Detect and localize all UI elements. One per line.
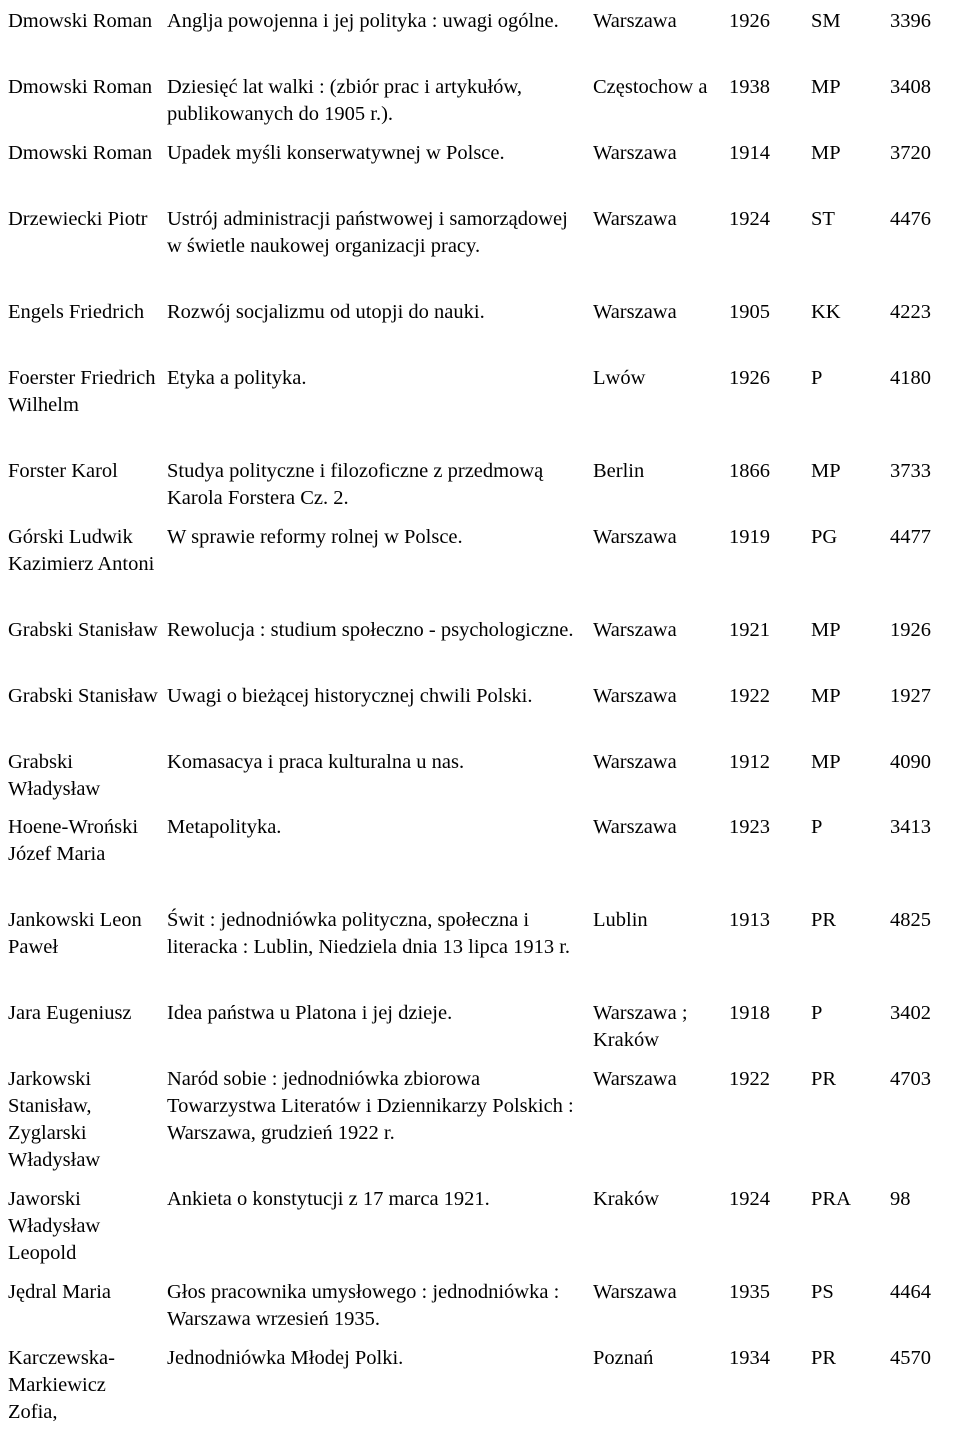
signature-cell: SM <box>811 10 841 32</box>
year-cell: 1926 <box>729 367 770 389</box>
number-cell: 3733 <box>890 460 931 482</box>
author-cell: Grabski Stanisław <box>8 619 158 641</box>
title-cell: Ustrój administracji państwowej i samorządowej w świetle naukowej organizacji pracy. <box>167 208 568 257</box>
title-cell: W sprawie reformy rolnej w Polsce. <box>167 526 463 548</box>
title-cell: Rewolucja : studium społeczno - psychologiczne. <box>167 619 574 641</box>
number-cell: 98 <box>890 1188 911 1210</box>
place-cell: Lwów <box>593 367 646 389</box>
year-cell: 1866 <box>729 460 770 482</box>
signature-cell: MP <box>811 685 841 707</box>
title-cell: Anglja powojenna i jej polityka : uwagi ogólne. <box>167 10 559 32</box>
year-cell: 1912 <box>729 751 770 773</box>
place-cell: Częstochow a <box>593 76 708 98</box>
author-cell: Grabski Władysław <box>8 751 101 800</box>
signature-cell: P <box>811 367 823 389</box>
title-cell: Komasacya i praca kulturalna u nas. <box>167 751 465 773</box>
title-cell: Uwagi o bieżącej historycznej chwili Polski. <box>167 685 533 707</box>
signature-cell: PR <box>811 909 837 931</box>
place-cell: Warszawa <box>593 619 677 641</box>
year-cell: 1914 <box>729 142 770 164</box>
year-cell: 1919 <box>729 526 770 548</box>
signature-cell: MP <box>811 751 841 773</box>
author-cell: Górski Ludwik Kazimierz Antoni <box>8 526 155 575</box>
author-cell: Foerster Friedrich Wilhelm <box>8 367 156 416</box>
year-cell: 1913 <box>729 909 770 931</box>
place-cell: Warszawa <box>593 142 677 164</box>
author-cell: Dmowski Roman <box>8 142 153 164</box>
author-cell: Jarkowski Stanisław, Zyglarski Władysław <box>8 1068 101 1171</box>
number-cell: 3396 <box>890 10 931 32</box>
signature-cell: MP <box>811 76 841 98</box>
place-cell: Warszawa ; Kraków <box>593 1002 688 1051</box>
year-cell: 1935 <box>729 1281 770 1303</box>
signature-cell: PR <box>811 1068 837 1090</box>
title-cell: Metapolityka. <box>167 816 282 838</box>
place-cell: Berlin <box>593 460 645 482</box>
number-cell: 1927 <box>890 685 931 707</box>
title-cell: Idea państwa u Platona i jej dzieje. <box>167 1002 453 1024</box>
title-cell: Naród sobie : jednodniówka zbiorowa Towarzystwa Literatów i Dziennikarzy Polskich : Warszawa, grudzień 1922 r. <box>167 1068 574 1144</box>
author-cell: Dmowski Roman <box>8 10 153 32</box>
number-cell: 4223 <box>890 301 931 323</box>
author-cell: Hoene-Wroński Józef Maria <box>8 816 139 865</box>
title-cell: Dziesięć lat walki : (zbiór prac i artykułów, publikowanych do 1905 r.). <box>167 76 523 125</box>
place-cell: Lublin <box>593 909 648 931</box>
author-cell: Jędral Maria <box>8 1281 112 1303</box>
number-cell: 4570 <box>890 1347 931 1369</box>
place-cell: Warszawa <box>593 526 677 548</box>
signature-cell: ST <box>811 208 835 230</box>
number-cell: 3720 <box>890 142 931 164</box>
number-cell: 3413 <box>890 816 931 838</box>
number-cell: 4477 <box>890 526 931 548</box>
year-cell: 1924 <box>729 1188 770 1210</box>
number-cell: 3408 <box>890 76 931 98</box>
author-cell: Forster Karol <box>8 460 118 482</box>
author-cell: Jara Eugeniusz <box>8 1002 132 1024</box>
signature-cell: KK <box>811 301 841 323</box>
signature-cell: P <box>811 1002 823 1024</box>
place-cell: Warszawa <box>593 685 677 707</box>
author-cell: Grabski Stanisław <box>8 685 158 707</box>
year-cell: 1918 <box>729 1002 770 1024</box>
number-cell: 1926 <box>890 619 931 641</box>
place-cell: Warszawa <box>593 208 677 230</box>
year-cell: 1926 <box>729 10 770 32</box>
year-cell: 1922 <box>729 1068 770 1090</box>
title-cell: Studya polityczne i filozoficzne z przedmową Karola Forstera Cz. 2. <box>167 460 544 509</box>
place-cell: Warszawa <box>593 301 677 323</box>
place-cell: Warszawa <box>593 816 677 838</box>
signature-cell: MP <box>811 142 841 164</box>
number-cell: 4825 <box>890 909 931 931</box>
author-cell: Drzewiecki Piotr <box>8 208 148 230</box>
signature-cell: PR <box>811 1347 837 1369</box>
place-cell: Warszawa <box>593 751 677 773</box>
title-cell: Ankieta o konstytucji z 17 marca 1921. <box>167 1188 490 1210</box>
title-cell: Jednodniówka Młodej Polki. <box>167 1347 404 1369</box>
signature-cell: MP <box>811 619 841 641</box>
place-cell: Warszawa <box>593 1281 677 1303</box>
year-cell: 1924 <box>729 208 770 230</box>
place-cell: Warszawa <box>593 1068 677 1090</box>
place-cell: Kraków <box>593 1188 660 1210</box>
year-cell: 1923 <box>729 816 770 838</box>
author-cell: Engels Friedrich <box>8 301 145 323</box>
place-cell: Poznań <box>593 1347 654 1369</box>
number-cell: 4090 <box>890 751 931 773</box>
number-cell: 4180 <box>890 367 931 389</box>
signature-cell: P <box>811 816 823 838</box>
author-cell: Jaworski Władysław Leopold <box>8 1188 101 1264</box>
year-cell: 1921 <box>729 619 770 641</box>
year-cell: 1938 <box>729 76 770 98</box>
number-cell: 3402 <box>890 1002 931 1024</box>
signature-cell: PS <box>811 1281 834 1303</box>
year-cell: 1934 <box>729 1347 770 1369</box>
title-cell: Upadek myśli konserwatywnej w Polsce. <box>167 142 505 164</box>
signature-cell: PRA <box>811 1188 851 1210</box>
number-cell: 4703 <box>890 1068 931 1090</box>
year-cell: 1905 <box>729 301 770 323</box>
title-cell: Głos pracownika umysłowego : jednodniówka : Warszawa wrzesień 1935. <box>167 1281 560 1330</box>
title-cell: Etyka a polityka. <box>167 367 307 389</box>
number-cell: 4476 <box>890 208 931 230</box>
number-cell: 4464 <box>890 1281 931 1303</box>
signature-cell: MP <box>811 460 841 482</box>
title-cell: Świt : jednodniówka polityczna, społeczna i literacka : Lublin, Niedziela dnia 13 lipca 1913 r. <box>167 909 571 958</box>
year-cell: 1922 <box>729 685 770 707</box>
author-cell: Karczewska-Markiewicz Zofia, <box>8 1347 115 1423</box>
author-cell: Dmowski Roman <box>8 76 153 98</box>
title-cell: Rozwój socjalizmu od utopji do nauki. <box>167 301 485 323</box>
author-cell: Jankowski Leon Paweł <box>8 909 142 958</box>
place-cell: Warszawa <box>593 10 677 32</box>
signature-cell: PG <box>811 526 838 548</box>
